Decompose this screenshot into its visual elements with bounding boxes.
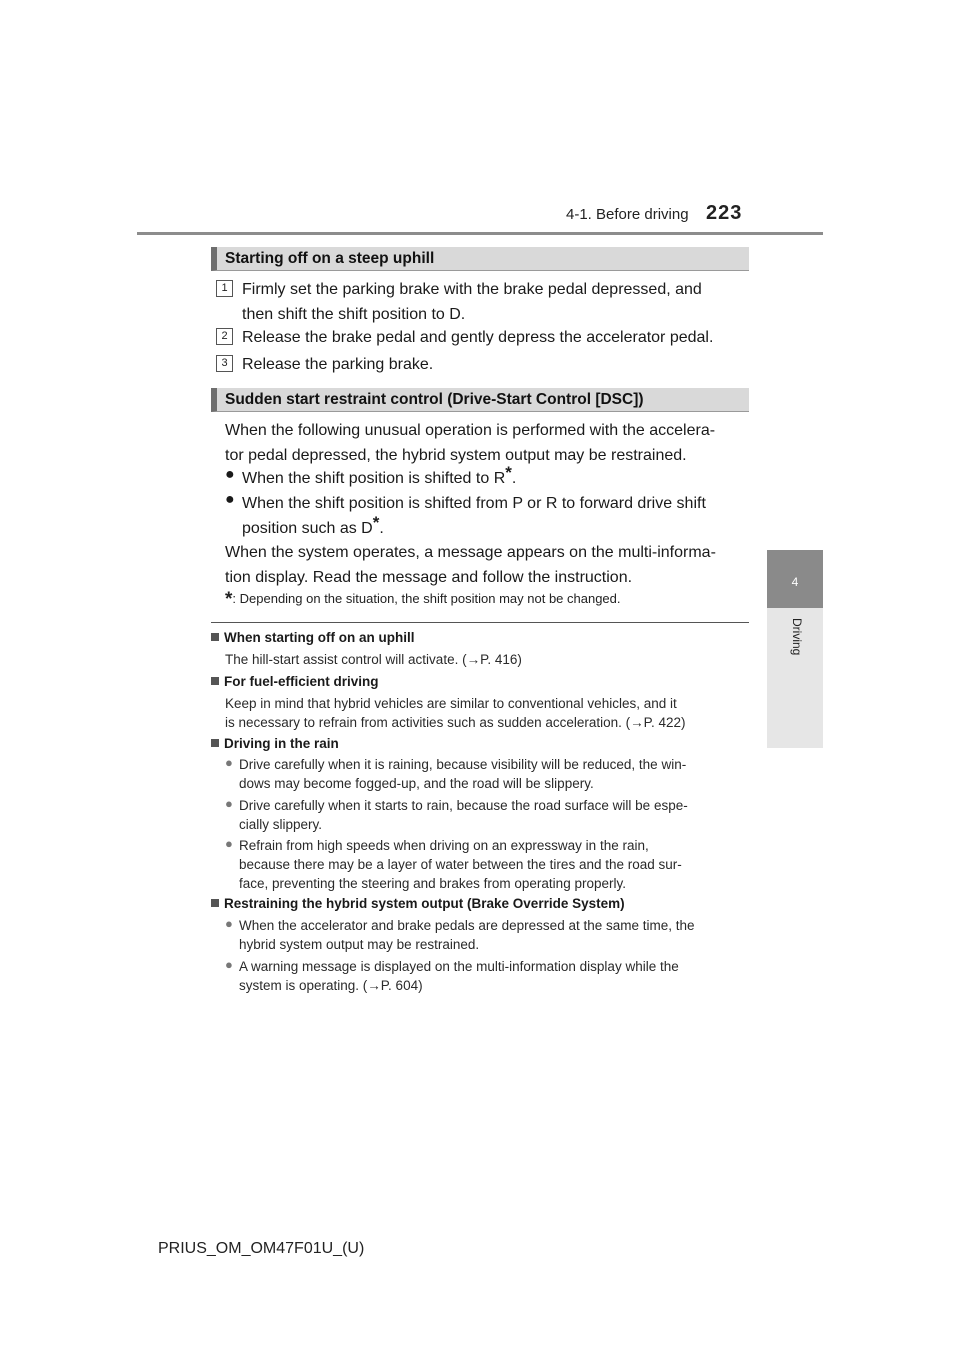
step-1-line-2: then shift the shift position to D. xyxy=(242,306,466,323)
dsc-bullet-2-line-1: When the shift position is shifted from P or R to forward drive shift xyxy=(242,495,706,512)
step-number-1: 1 xyxy=(216,280,233,297)
note-heading-brake-override: Restraining the hybrid system output (Brake Override System) xyxy=(211,896,625,911)
note-heading-rain: Driving in the rain xyxy=(211,736,339,751)
note-text: system is operating. (→P. 604) xyxy=(239,978,423,993)
note-text: Drive carefully when it is raining, because visibility will be reduced, the win- xyxy=(239,757,687,772)
note-text: Drive carefully when it starts to rain, because the road surface will be espe- xyxy=(239,798,688,813)
page-number: 223 xyxy=(706,202,743,224)
step-number-2: 2 xyxy=(216,328,233,345)
note-text: Keep in mind that hybrid vehicles are similar to conventional vehicles, and it xyxy=(225,696,677,711)
square-bullet-icon xyxy=(211,677,219,685)
running-head: 4-1. Before driving xyxy=(566,206,689,223)
step-number-3: 3 xyxy=(216,355,233,372)
square-bullet-icon xyxy=(211,633,219,641)
note-text: hybrid system output may be restrained. xyxy=(239,937,480,952)
note-text: When the accelerator and brake pedals are depressed at the same time, the xyxy=(239,918,695,933)
footnote: *: Depending on the situation, the shift position may not be changed. xyxy=(225,589,621,610)
header-rule xyxy=(137,232,823,235)
bullet-icon: ● xyxy=(225,755,233,770)
note-text: is necessary to refrain from activities such as sudden acceleration. (→P. 422) xyxy=(225,715,686,730)
dsc-outro-line-1: When the system operates, a message appears on the multi-informa- xyxy=(225,544,716,561)
dsc-bullet-2-line-2: position such as D*. xyxy=(242,513,384,537)
dsc-bullet-1: When the shift position is shifted to R*. xyxy=(242,463,517,487)
bullet-icon: ● xyxy=(225,836,233,851)
section-heading-uphill: Starting off on a steep uphill xyxy=(211,247,749,271)
step-1-line-1: Firmly set the parking brake with the brake pedal depressed, and xyxy=(242,281,702,298)
chapter-tab-label: Driving xyxy=(790,618,804,656)
note-text: A warning message is displayed on the multi-information display while the xyxy=(239,959,679,974)
bullet-icon: ● xyxy=(225,491,235,508)
note-text: dows may become fogged-up, and the road will be slippery. xyxy=(239,776,594,791)
bullet-icon: ● xyxy=(225,466,235,483)
note-heading-uphill: When starting off on an uphill xyxy=(211,630,414,645)
bullet-icon: ● xyxy=(225,957,233,972)
bullet-icon: ● xyxy=(225,796,233,811)
note-text: face, preventing the steering and brakes from operating properly. xyxy=(239,876,626,891)
note-text: Refrain from high speeds when driving on an expressway in the rain, xyxy=(239,838,649,853)
bullet-icon: ● xyxy=(225,916,233,931)
square-bullet-icon xyxy=(211,899,219,907)
dsc-intro-line-2: tor pedal depressed, the hybrid system output may be restrained. xyxy=(225,447,687,464)
note-text: The hill-start assist control will activate. (→P. 416) xyxy=(225,652,522,667)
notes-divider xyxy=(211,622,749,623)
document-code: PRIUS_OM_OM47F01U_(U) xyxy=(158,1240,365,1257)
square-bullet-icon xyxy=(211,739,219,747)
chapter-tab-number: 4 xyxy=(791,575,799,589)
dsc-outro-line-2: tion display. Read the message and follow the instruction. xyxy=(225,569,633,586)
note-heading-fuel: For fuel-efficient driving xyxy=(211,674,379,689)
note-text: because there may be a layer of water between the tires and the road sur- xyxy=(239,857,682,872)
note-text: cially slippery. xyxy=(239,817,323,832)
step-3-text: Release the parking brake. xyxy=(242,356,434,373)
step-2-text: Release the brake pedal and gently depress the accelerator pedal. xyxy=(242,329,714,346)
dsc-intro-line-1: When the following unusual operation is performed with the accelera- xyxy=(225,422,716,439)
section-heading-dsc: Sudden start restraint control (Drive-Start Control [DSC]) xyxy=(211,388,749,412)
